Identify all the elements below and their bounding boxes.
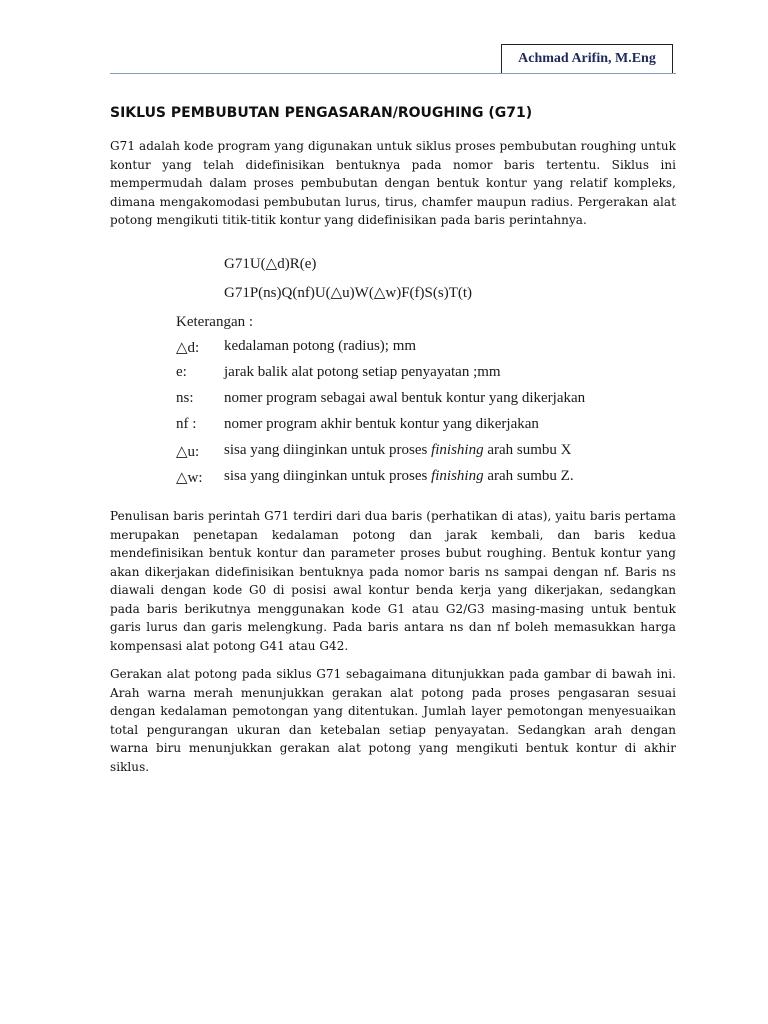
definition-text-emphasis: finishing [431,468,484,484]
page-title: SIKLUS PEMBUBUTAN PENGASARAN/ROUGHING (G71) [110,105,533,121]
definition-text-post: arah sumbu X [483,442,572,458]
paragraph-command-explanation: Penulisan baris perintah G71 terdiri dari dua baris (perhatikan di atas), yaitu baris pertama merupakan penetapan kedalaman potong dan jarak kembali, dan baris kedua mendefinisikan bentuk kontur dan parameter proses bubut roughing. Bentuk kontur yang akan dikerjakan didefinisikan bentuknya pada nomor baris ns sampai dengan nf. Baris ns diawali dengan kode G0 di posisi awal kontur benda kerja yang dikerjakan, sedangkan pada baris berikutnya menggunakan kode G1 atau G2/G3 masing-masing untuk bentuk garis lurus dan garis melengkung. Pada baris antara ns dan nf boleh memasukkan harga kompensasi alat potong G41 atau G42. [110,509,676,653]
definition-text: nomer program akhir bentuk kontur yang dikerjakan [224,416,539,432]
g71-command-line-2: G71P(ns)Q(nf)U(△u)W(△w)F(f)S(s)T(t) [224,285,473,301]
definition-symbol: nf : [176,416,197,432]
definition-text-pre: sisa yang diinginkan untuk proses [224,468,432,484]
definition-text [224,468,574,485]
definition-text-pre: sisa yang diinginkan untuk proses [224,442,432,458]
author-box [501,44,673,74]
definition-symbol: △u: [176,444,200,460]
author-name: Achmad Arifin, M.Eng [518,51,656,66]
paragraph-tool-movement: Gerakan alat potong pada siklus G71 sebagaimana ditunjukkan pada gambar di bawah ini. Arah warna merah menunjukkan gerakan alat potong pada proses pengasaran sesuai dengan kedalaman pemotongan yang ditentukan. Jumlah layer pemotongan menyesuaikan total pengurangan ukuran dan ketebalan setiap penyayatan. Sedangkan arah dengan warna biru menunjukkan gerakan alat potong yang mengikuti bentuk kontur di akhir siklus. [110,667,676,774]
definition-text: jarak balik alat potong setiap penyayatan ;mm [224,364,501,380]
definition-symbol: △d: [176,340,200,356]
keterangan-label: Keterangan : [176,314,254,330]
definition-symbol: △w: [176,470,203,486]
definition-text [224,442,572,459]
definition-text: nomer program sebagai awal bentuk kontur yang dikerjakan [224,390,586,406]
definition-text-post: arah sumbu Z. [483,468,574,484]
header-rule [110,73,676,74]
definition-symbol: e: [176,364,187,380]
g71-command-line-1: G71U(△d)R(e) [224,256,317,272]
definition-symbol: ns: [176,390,194,406]
paragraph-intro: G71 adalah kode program yang digunakan untuk siklus proses pembubutan roughing untuk kontur yang telah didefinisikan bentuknya pada nomor baris tertentu. Siklus ini mempermudah dalam proses pembubutan dengan bentuk kontur yang relatif kompleks, dimana mengakomodasi pembubutan lurus, tirus, chamfer maupun radius. Pergerakan alat potong mengikuti titik-titik kontur yang didefinisikan pada baris perintahnya. [110,139,676,227]
definition-text-emphasis: finishing [431,442,484,458]
definition-text: kedalaman potong (radius); mm [224,338,417,354]
